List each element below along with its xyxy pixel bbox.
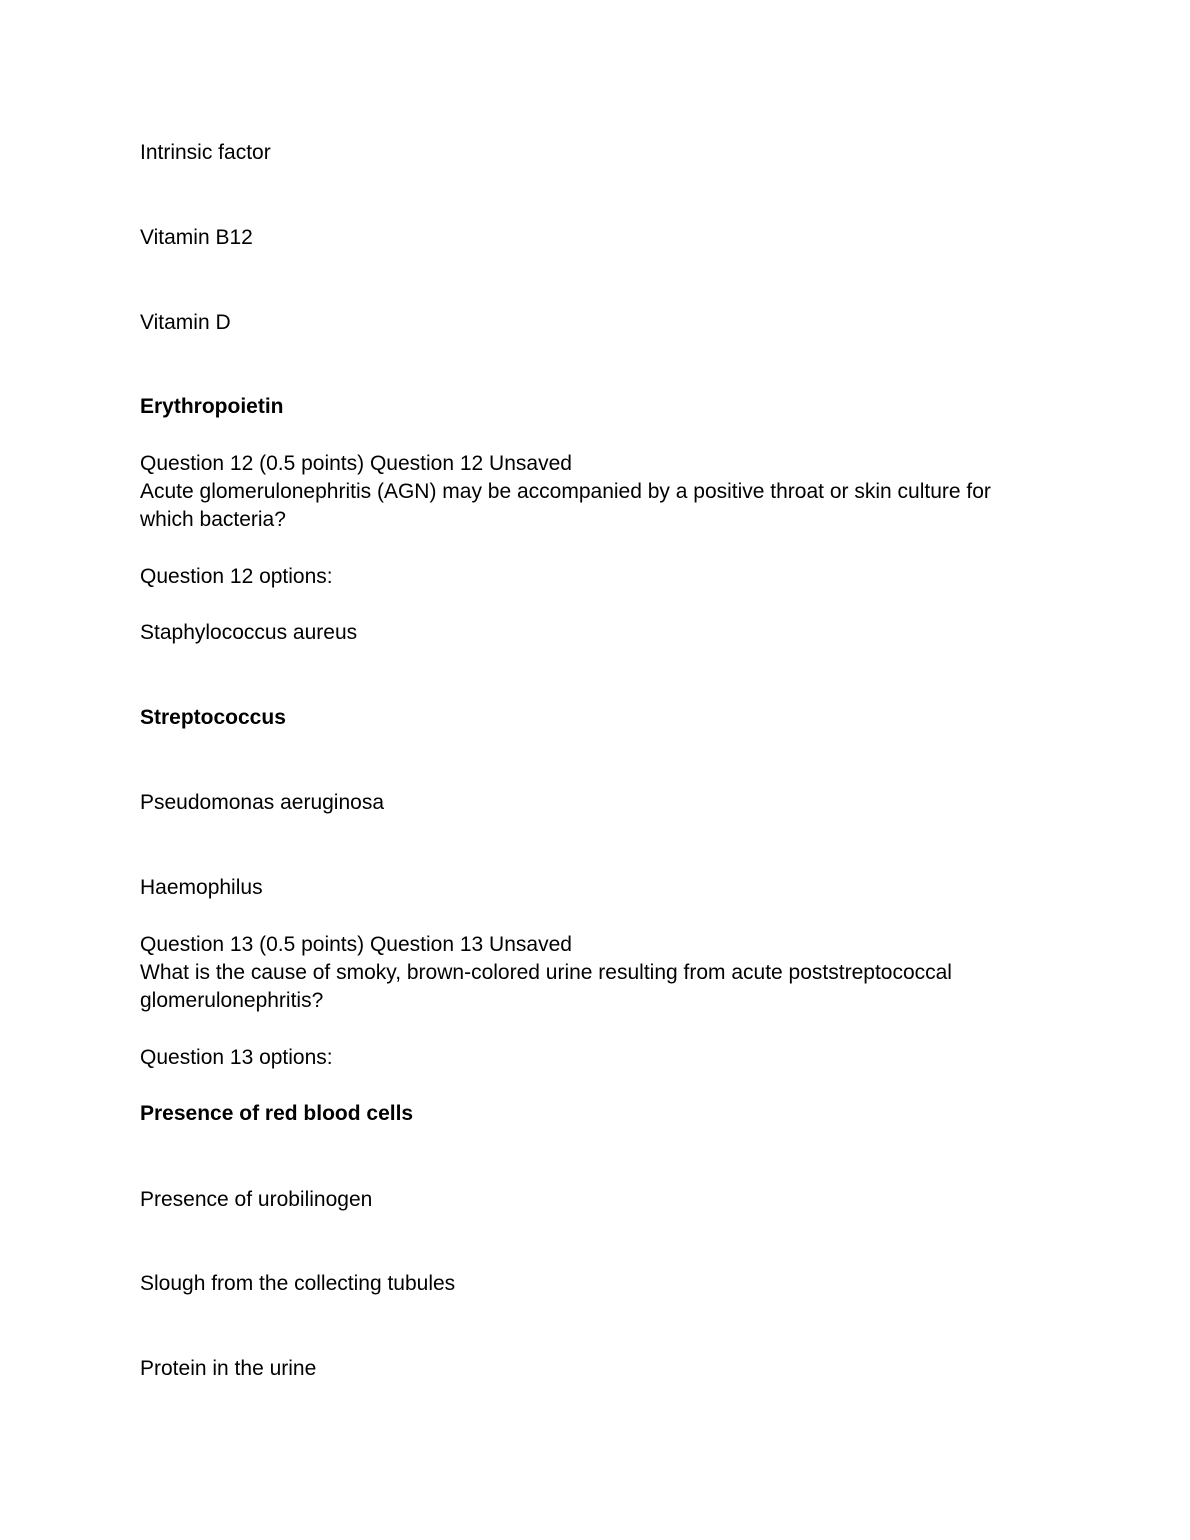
q12-header: Question 12 (0.5 points) Question 12 Unsaved	[140, 452, 572, 475]
q11-option-intrinsic-factor: Intrinsic factor	[140, 141, 271, 164]
q13-question-text: What is the cause of smoky, brown-colored urine resulting from acute poststreptococcal glomerulonephritis?	[140, 961, 952, 1012]
q11-option-vitamin-d: Vitamin D	[140, 311, 231, 334]
q12-option-streptococcus: Streptococcus	[140, 706, 286, 729]
q12-options-label: Question 12 options:	[140, 565, 333, 588]
q13-header: Question 13 (0.5 points) Question 13 Unsaved	[140, 933, 572, 956]
q13-option-collecting-tubules: Slough from the collecting tubules	[140, 1272, 456, 1295]
q13-options-label: Question 13 options:	[140, 1046, 333, 1069]
q12-question-text: Acute glomerulonephritis (AGN) may be accompanied by a positive throat or skin culture for which bacteria?	[140, 480, 991, 531]
q11-option-erythropoietin: Erythropoietin	[140, 395, 284, 418]
q12-option-haemophilus: Haemophilus	[140, 876, 263, 899]
q12-option-staphylococcus-aureus: Staphylococcus aureus	[140, 621, 358, 644]
q13-option-urobilinogen: Presence of urobilinogen	[140, 1188, 373, 1211]
q12-option-pseudomonas-aeruginosa: Pseudomonas aeruginosa	[140, 791, 385, 814]
q11-option-vitamin-b12: Vitamin B12	[140, 226, 253, 249]
q13-option-red-blood-cells: Presence of red blood cells	[140, 1102, 414, 1125]
q13-option-protein-in-urine: Protein in the urine	[140, 1357, 317, 1380]
